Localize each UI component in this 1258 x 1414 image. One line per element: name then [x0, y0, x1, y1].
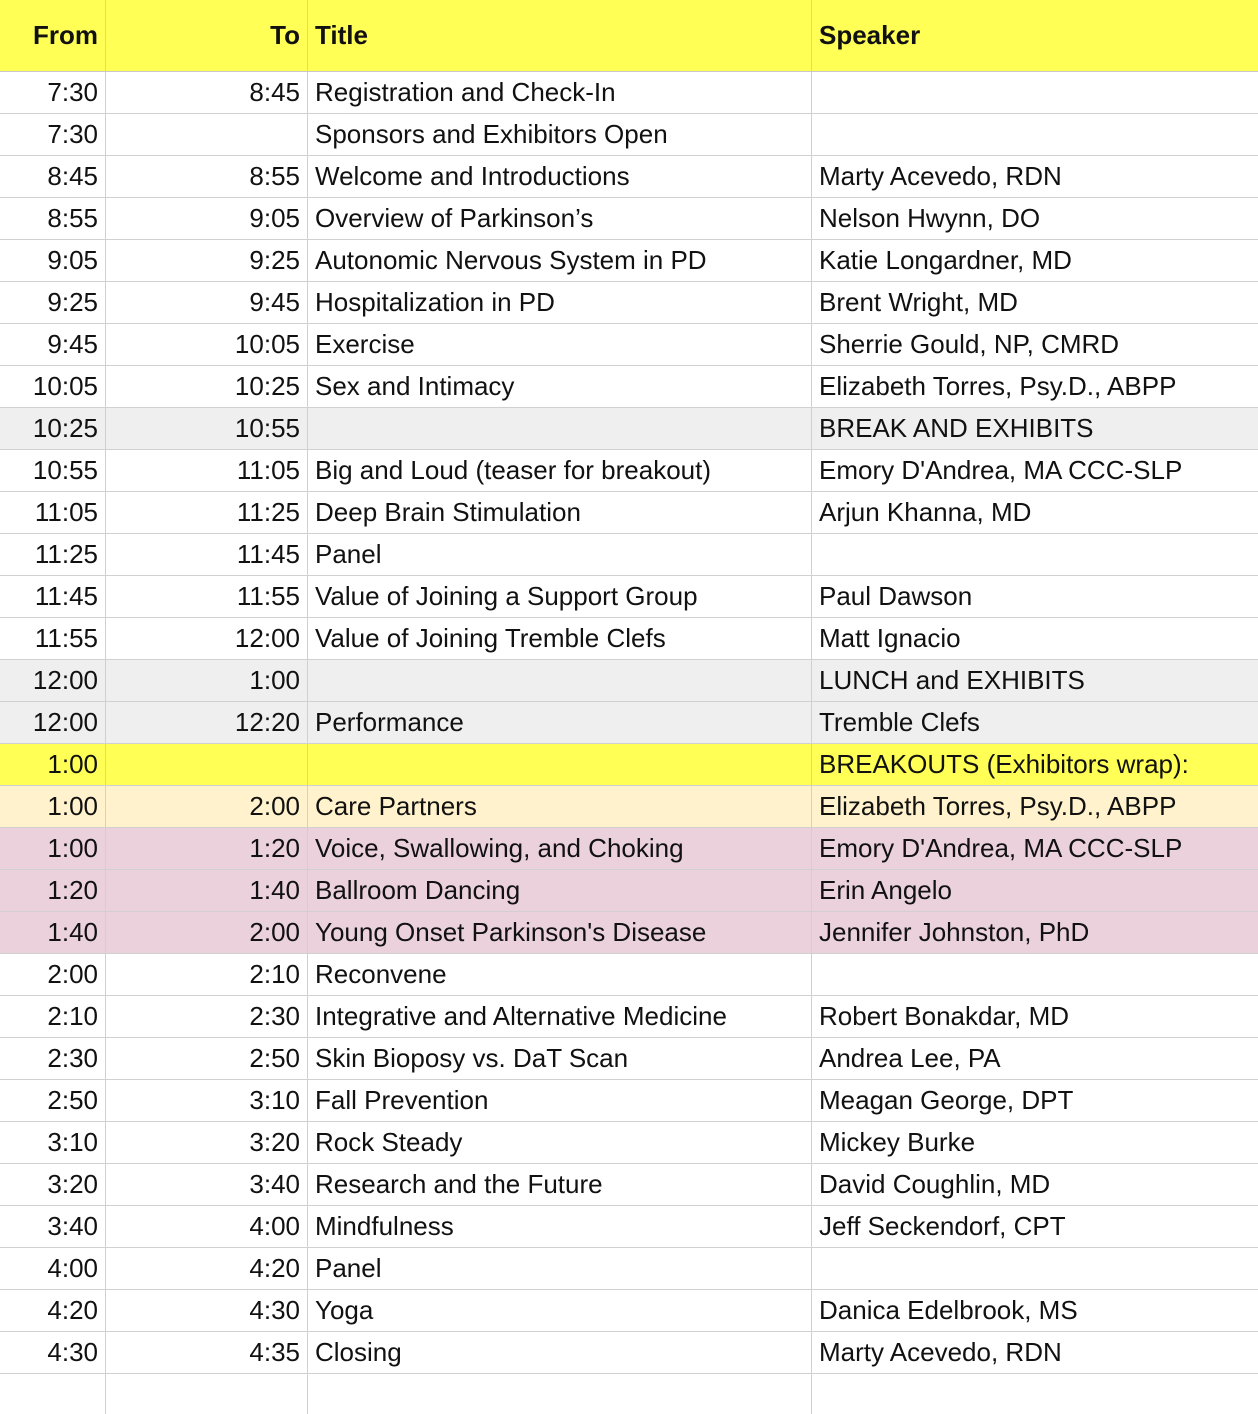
title-cell[interactable]: [308, 744, 812, 785]
speaker-cell[interactable]: Andrea Lee, PA: [819, 1043, 1001, 1073]
speaker-cell[interactable]: Meagan George, DPT: [819, 1085, 1074, 1115]
to-cell[interactable]: 2:10: [106, 954, 308, 995]
empty-cell[interactable]: [0, 1374, 106, 1414]
speaker-cell[interactable]: LUNCH and EXHIBITS: [819, 665, 1085, 695]
title-cell[interactable]: Panel: [308, 1248, 812, 1289]
table-row: [0, 324, 1258, 366]
table-row: [0, 198, 1258, 240]
speaker-cell[interactable]: Matt Ignacio: [819, 623, 961, 653]
title-cell[interactable]: Performance: [308, 702, 812, 743]
table-row: [0, 114, 1258, 156]
from-cell[interactable]: 12:00: [0, 660, 106, 701]
speaker-cell[interactable]: Sherrie Gould, NP, CMRD: [819, 329, 1120, 359]
from-cell[interactable]: 12:00: [0, 702, 106, 743]
from-cell[interactable]: 8:45: [0, 156, 106, 197]
to-cell[interactable]: 12:20: [106, 702, 308, 743]
title-cell[interactable]: Big and Loud (teaser for breakout): [308, 450, 812, 491]
to-cell[interactable]: 3:10: [106, 1080, 308, 1121]
to-cell[interactable]: 11:25: [106, 492, 308, 533]
speaker-cell[interactable]: [812, 1248, 1258, 1289]
to-cell[interactable]: [106, 744, 308, 785]
speaker-cell[interactable]: Jeff Seckendorf, CPT: [819, 1211, 1066, 1241]
table-row: [0, 576, 1258, 618]
from-cell[interactable]: 9:05: [0, 240, 106, 281]
title-cell[interactable]: Care Partners: [308, 786, 812, 827]
title-cell[interactable]: Value of Joining Tremble Clefs: [308, 618, 812, 659]
table-row: [0, 660, 1258, 702]
title-cell[interactable]: Welcome and Introductions: [308, 156, 812, 197]
to-cell[interactable]: 4:20: [106, 1248, 308, 1289]
to-cell[interactable]: 4:30: [106, 1290, 308, 1331]
from-cell[interactable]: 4:00: [0, 1248, 106, 1289]
to-cell[interactable]: 3:20: [106, 1122, 308, 1163]
from-cell[interactable]: 1:00: [0, 786, 106, 827]
table-row: [0, 1164, 1258, 1206]
speaker-cell[interactable]: Tremble Clefs: [819, 707, 980, 737]
table-row: [0, 72, 1258, 114]
from-cell[interactable]: 11:05: [0, 492, 106, 533]
title-cell[interactable]: Young Onset Parkinson's Disease: [308, 912, 812, 953]
from-cell[interactable]: 2:00: [0, 954, 106, 995]
table-row: [0, 996, 1258, 1038]
from-cell[interactable]: 11:25: [0, 534, 106, 575]
to-cell[interactable]: 11:55: [106, 576, 308, 617]
title-cell[interactable]: Autonomic Nervous System in PD: [308, 240, 812, 281]
header-to[interactable]: To: [106, 0, 308, 71]
speaker-cell[interactable]: Erin Angelo: [819, 875, 952, 905]
speaker-cell[interactable]: Jennifer Johnston, PhD: [819, 917, 1090, 947]
from-cell[interactable]: 11:45: [0, 576, 106, 617]
title-cell[interactable]: Integrative and Alternative Medicine: [308, 996, 812, 1037]
title-cell[interactable]: Research and the Future: [308, 1164, 812, 1205]
to-cell[interactable]: 10:25: [106, 366, 308, 407]
to-cell[interactable]: 8:45: [106, 72, 308, 113]
table-row: [0, 912, 1258, 954]
speaker-cell[interactable]: BREAKOUTS (Exhibitors wrap):: [819, 749, 1189, 779]
empty-cell[interactable]: [308, 1374, 812, 1414]
from-cell[interactable]: 3:20: [0, 1164, 106, 1205]
to-cell[interactable]: 1:00: [106, 660, 308, 701]
table-row: [0, 1290, 1258, 1332]
title-cell[interactable]: Mindfulness: [308, 1206, 812, 1247]
table-row: [0, 1038, 1258, 1080]
title-cell[interactable]: Skin Bioposy vs. DaT Scan: [308, 1038, 812, 1079]
from-cell[interactable]: 10:55: [0, 450, 106, 491]
title-cell[interactable]: Yoga: [308, 1290, 812, 1331]
title-cell[interactable]: Voice, Swallowing, and Choking: [308, 828, 812, 869]
from-cell[interactable]: 2:50: [0, 1080, 106, 1121]
table-row: [0, 492, 1258, 534]
to-cell[interactable]: 9:45: [106, 282, 308, 323]
table-row: [0, 786, 1258, 828]
from-cell[interactable]: 1:00: [0, 744, 106, 785]
to-cell[interactable]: 4:00: [106, 1206, 308, 1247]
title-cell[interactable]: Value of Joining a Support Group: [308, 576, 812, 617]
table-row: [0, 366, 1258, 408]
title-cell[interactable]: Sponsors and Exhibitors Open: [308, 114, 812, 155]
from-cell[interactable]: 7:30: [0, 72, 106, 113]
from-cell[interactable]: 10:25: [0, 408, 106, 449]
table-row: [0, 408, 1258, 450]
from-cell[interactable]: 3:40: [0, 1206, 106, 1247]
speaker-cell[interactable]: Elizabeth Torres, Psy.D., ABPP: [819, 791, 1177, 821]
speaker-cell[interactable]: Emory D'Andrea, MA CCC-SLP: [819, 833, 1183, 863]
speaker-cell[interactable]: Paul Dawson: [819, 581, 973, 611]
title-cell[interactable]: Closing: [308, 1332, 812, 1373]
speaker-cell[interactable]: [812, 534, 1258, 575]
from-cell[interactable]: 1:00: [0, 828, 106, 869]
speaker-cell[interactable]: [812, 72, 1258, 113]
header-speaker[interactable]: Speaker: [819, 20, 921, 50]
table-row: [0, 1206, 1258, 1248]
table-row: [0, 702, 1258, 744]
to-cell[interactable]: 1:40: [106, 870, 308, 911]
title-cell[interactable]: Ballroom Dancing: [308, 870, 812, 911]
title-cell[interactable]: Overview of Parkinson’s: [308, 198, 812, 239]
title-cell[interactable]: [308, 408, 812, 449]
header-from[interactable]: From: [0, 0, 106, 71]
table-row: [0, 534, 1258, 576]
to-cell[interactable]: 8:55: [106, 156, 308, 197]
from-cell[interactable]: 1:20: [0, 870, 106, 911]
to-cell[interactable]: 11:05: [106, 450, 308, 491]
speaker-cell[interactable]: [812, 114, 1258, 155]
speaker-cell[interactable]: Nelson Hwynn, DO: [819, 203, 1041, 233]
to-cell[interactable]: 3:40: [106, 1164, 308, 1205]
table-row: [0, 156, 1258, 198]
speaker-cell[interactable]: Danica Edelbrook, MS: [819, 1295, 1078, 1325]
speaker-cell[interactable]: Elizabeth Torres, Psy.D., ABPP: [819, 371, 1177, 401]
to-cell[interactable]: 4:35: [106, 1332, 308, 1373]
to-cell[interactable]: 2:00: [106, 912, 308, 953]
to-cell[interactable]: 9:05: [106, 198, 308, 239]
title-cell[interactable]: [308, 660, 812, 701]
table-row: [0, 282, 1258, 324]
from-cell[interactable]: 8:55: [0, 198, 106, 239]
from-cell[interactable]: 4:30: [0, 1332, 106, 1373]
speaker-cell[interactable]: Marty Acevedo, RDN: [819, 1337, 1062, 1367]
speaker-cell[interactable]: Katie Longardner, MD: [819, 245, 1072, 275]
table-row: [0, 450, 1258, 492]
from-cell[interactable]: 9:25: [0, 282, 106, 323]
speaker-cell[interactable]: BREAK AND EXHIBITS: [819, 413, 1094, 443]
table-row: [0, 240, 1258, 282]
table-row: [0, 828, 1258, 870]
table-row: [0, 954, 1258, 996]
title-cell[interactable]: Registration and Check-In: [308, 72, 812, 113]
from-cell[interactable]: 9:45: [0, 324, 106, 365]
to-cell[interactable]: 12:00: [106, 618, 308, 659]
title-cell[interactable]: Rock Steady: [308, 1122, 812, 1163]
table-row: [0, 1122, 1258, 1164]
to-cell[interactable]: 1:20: [106, 828, 308, 869]
table-row: [0, 1248, 1258, 1290]
from-cell[interactable]: 1:40: [0, 912, 106, 953]
from-cell[interactable]: 10:05: [0, 366, 106, 407]
speaker-cell[interactable]: Brent Wright, MD: [819, 287, 1018, 317]
title-cell[interactable]: Hospitalization in PD: [308, 282, 812, 323]
to-cell[interactable]: 10:55: [106, 408, 308, 449]
from-cell[interactable]: 7:30: [0, 114, 106, 155]
speaker-cell[interactable]: Robert Bonakdar, MD: [819, 1001, 1070, 1031]
table-row: [0, 1080, 1258, 1122]
speaker-cell[interactable]: Emory D'Andrea, MA CCC-SLP: [819, 455, 1183, 485]
from-cell[interactable]: 2:30: [0, 1038, 106, 1079]
to-cell[interactable]: 11:45: [106, 534, 308, 575]
table-row: [0, 618, 1258, 660]
to-cell[interactable]: 10:05: [106, 324, 308, 365]
from-cell[interactable]: 3:10: [0, 1122, 106, 1163]
from-cell[interactable]: 11:55: [0, 618, 106, 659]
to-cell[interactable]: 9:25: [106, 240, 308, 281]
to-cell[interactable]: 2:00: [106, 786, 308, 827]
empty-cell[interactable]: [106, 1374, 308, 1414]
to-cell[interactable]: [106, 114, 308, 155]
table-row: [0, 1332, 1258, 1374]
from-cell[interactable]: 2:10: [0, 996, 106, 1037]
to-cell[interactable]: 2:30: [106, 996, 308, 1037]
speaker-cell[interactable]: Mickey Burke: [819, 1127, 976, 1157]
title-cell[interactable]: Reconvene: [308, 954, 812, 995]
empty-row: [0, 1374, 1258, 1414]
schedule-rows: [0, 72, 1258, 1374]
title-cell[interactable]: Sex and Intimacy: [308, 366, 812, 407]
to-cell[interactable]: 2:50: [106, 1038, 308, 1079]
header-title[interactable]: Title: [308, 0, 812, 71]
empty-cell[interactable]: [812, 1374, 1258, 1414]
title-cell[interactable]: Exercise: [308, 324, 812, 365]
table-row: [0, 744, 1258, 786]
title-cell[interactable]: Deep Brain Stimulation: [308, 492, 812, 533]
speaker-cell[interactable]: David Coughlin, MD: [819, 1169, 1051, 1199]
title-cell[interactable]: Fall Prevention: [308, 1080, 812, 1121]
speaker-cell[interactable]: [812, 954, 1258, 995]
from-cell[interactable]: 4:20: [0, 1290, 106, 1331]
speaker-cell[interactable]: Arjun Khanna, MD: [819, 497, 1032, 527]
table-row: [0, 870, 1258, 912]
title-cell[interactable]: Panel: [308, 534, 812, 575]
speaker-cell[interactable]: Marty Acevedo, RDN: [819, 161, 1062, 191]
header-row: [0, 0, 1258, 72]
